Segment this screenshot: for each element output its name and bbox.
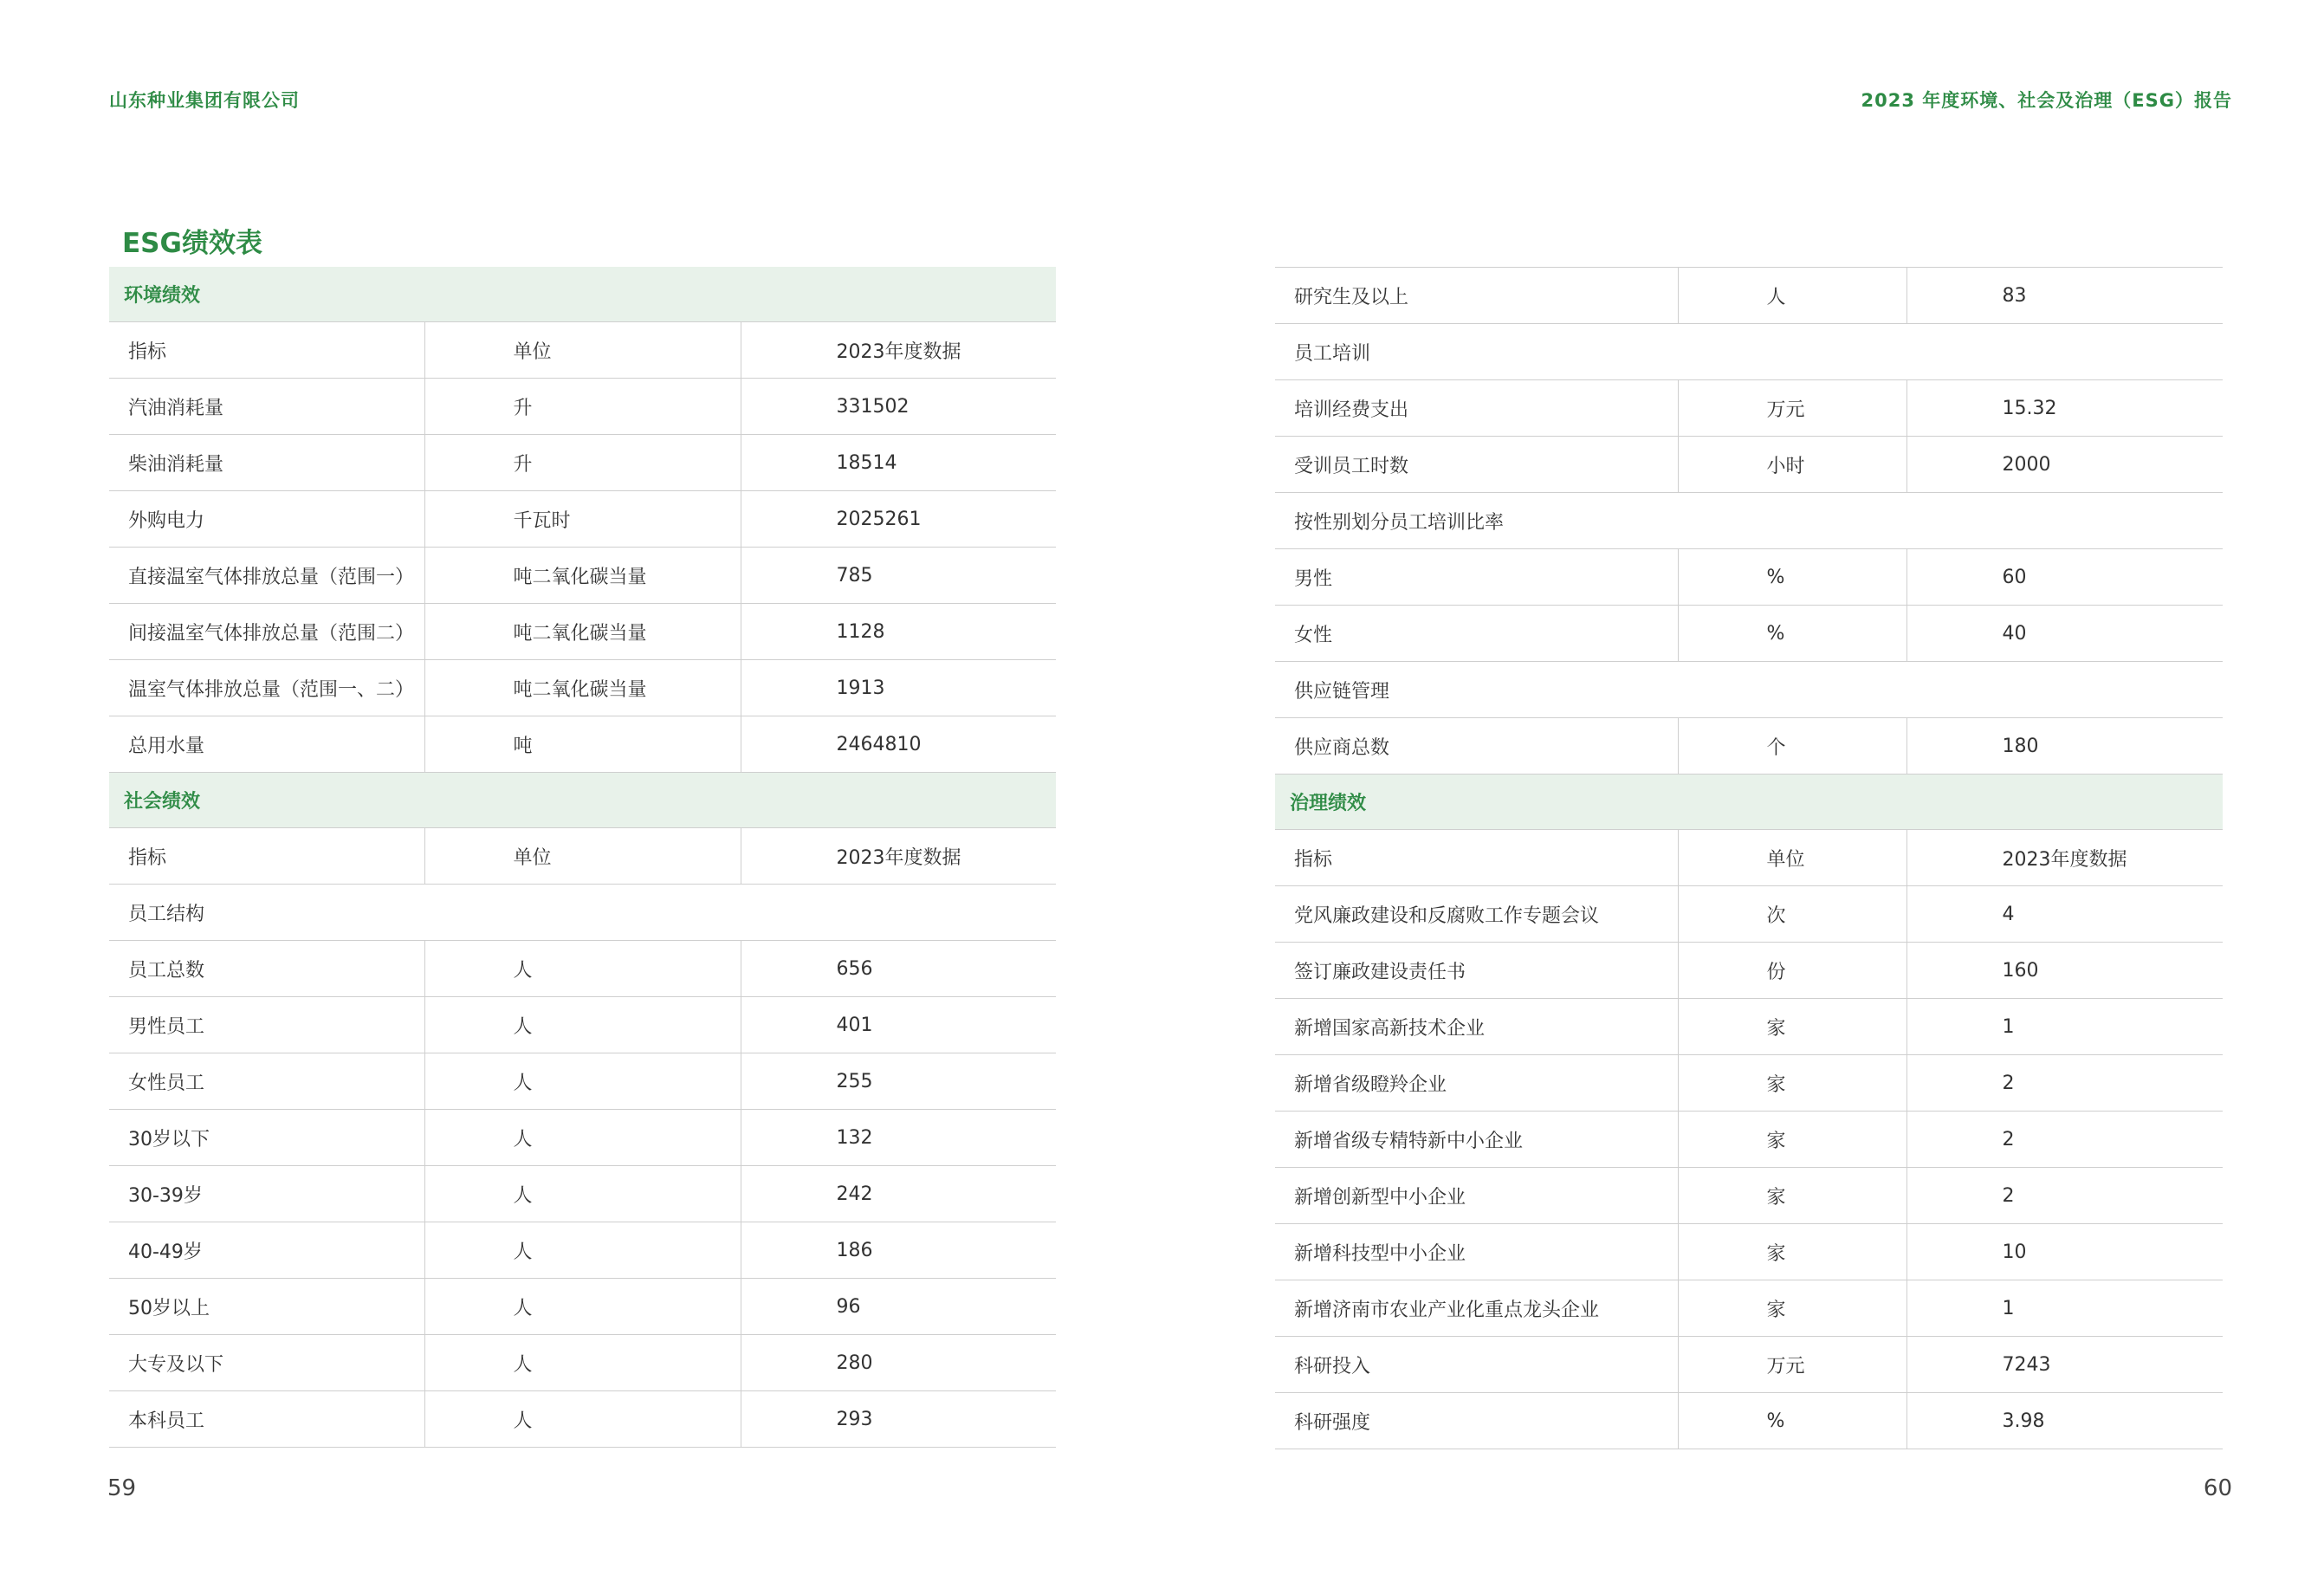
indicator-cell: 指标 — [109, 828, 424, 885]
indicator-cell: 培训经费支出 — [1275, 380, 1678, 437]
unit-cell: 家 — [1678, 1168, 1906, 1224]
indicator-cell: 员工总数 — [109, 941, 424, 997]
indicator-cell: 女性 — [1275, 606, 1678, 662]
unit-cell: 家 — [1678, 1112, 1906, 1168]
table-row — [1275, 1112, 2223, 1168]
indicator-cell: 指标 — [109, 322, 424, 379]
value-cell: 2 — [1906, 1112, 2223, 1168]
indicator-cell: 新增国家高新技术企业 — [1275, 999, 1678, 1055]
column-header-row — [109, 828, 1056, 885]
unit-cell: 个 — [1678, 718, 1906, 775]
value-cell: 2 — [1906, 1055, 2223, 1112]
indicator-cell: 总用水量 — [109, 716, 424, 773]
category-label: 供应链管理 — [1275, 662, 2223, 718]
unit-cell: 人 — [424, 941, 741, 997]
value-cell: 280 — [741, 1335, 1056, 1391]
unit-cell: % — [1678, 606, 1906, 662]
unit-cell: 单位 — [424, 322, 741, 379]
page-number-right: 60 — [2203, 1475, 2232, 1501]
table-row — [1275, 606, 2223, 662]
table-row — [1275, 943, 2223, 999]
column-header-row — [109, 322, 1056, 379]
category-row — [1275, 324, 2223, 380]
section-header-label: 治理绩效 — [1275, 775, 2223, 830]
unit-cell: 人 — [424, 1391, 741, 1448]
unit-cell: % — [1678, 549, 1906, 606]
indicator-cell: 本科员工 — [109, 1391, 424, 1448]
value-cell: 255 — [741, 1053, 1056, 1110]
unit-cell: 万元 — [1678, 1337, 1906, 1393]
unit-cell: 吨二氧化碳当量 — [424, 604, 741, 660]
table-row — [109, 1391, 1056, 1448]
value-cell: 7243 — [1906, 1337, 2223, 1393]
value-cell: 242 — [741, 1166, 1056, 1222]
unit-cell: 吨二氧化碳当量 — [424, 660, 741, 716]
unit-cell: 家 — [1678, 1280, 1906, 1337]
indicator-cell: 50岁以上 — [109, 1279, 424, 1335]
table-row — [109, 1279, 1056, 1335]
table-row — [109, 1110, 1056, 1166]
indicator-cell: 供应商总数 — [1275, 718, 1678, 775]
indicator-cell: 外购电力 — [109, 491, 424, 548]
table-row — [1275, 1280, 2223, 1337]
value-cell: 2023年度数据 — [741, 828, 1056, 885]
unit-cell: 人 — [1678, 268, 1906, 324]
section-header-environment — [109, 267, 1056, 322]
table-row — [1275, 1224, 2223, 1280]
indicator-cell: 大专及以下 — [109, 1335, 424, 1391]
value-cell: 293 — [741, 1391, 1056, 1448]
value-cell: 83 — [1906, 268, 2223, 324]
unit-cell: 单位 — [424, 828, 741, 885]
report-title: 2023 年度环境、社会及治理（ESG）报告 — [1861, 90, 2232, 111]
indicator-cell: 男性员工 — [109, 997, 424, 1053]
value-cell: 1 — [1906, 999, 2223, 1055]
value-cell: 401 — [741, 997, 1056, 1053]
value-cell: 186 — [741, 1222, 1056, 1279]
value-cell: 656 — [741, 941, 1056, 997]
value-cell: 2000 — [1906, 437, 2223, 493]
value-cell: 96 — [741, 1279, 1056, 1335]
table-row — [109, 548, 1056, 604]
category-label: 员工结构 — [109, 885, 1056, 941]
section-title: ESG绩效表 — [122, 228, 262, 259]
esg-table-right — [1275, 267, 2223, 1449]
unit-cell: 份 — [1678, 943, 1906, 999]
value-cell: 2025261 — [741, 491, 1056, 548]
unit-cell: 人 — [424, 1053, 741, 1110]
section-header-social — [109, 773, 1056, 828]
table-row — [109, 435, 1056, 491]
page-number-left: 59 — [107, 1475, 137, 1501]
value-cell: 331502 — [741, 379, 1056, 435]
unit-cell: 吨 — [424, 716, 741, 773]
indicator-cell: 新增省级专精特新中小企业 — [1275, 1112, 1678, 1168]
table-row — [1275, 1168, 2223, 1224]
value-cell: 3.98 — [1906, 1393, 2223, 1449]
indicator-cell: 科研强度 — [1275, 1393, 1678, 1449]
value-cell: 40 — [1906, 606, 2223, 662]
value-cell: 160 — [1906, 943, 2223, 999]
unit-cell: 单位 — [1678, 830, 1906, 886]
value-cell: 2023年度数据 — [1906, 830, 2223, 886]
indicator-cell: 新增济南市农业产业化重点龙头企业 — [1275, 1280, 1678, 1337]
unit-cell: 小时 — [1678, 437, 1906, 493]
table-row — [1275, 718, 2223, 775]
indicator-cell: 40-49岁 — [109, 1222, 424, 1279]
section-header-label: 环境绩效 — [109, 267, 1056, 322]
table-row — [1275, 437, 2223, 493]
table-row — [109, 379, 1056, 435]
indicator-cell: 新增科技型中小企业 — [1275, 1224, 1678, 1280]
unit-cell: 人 — [424, 997, 741, 1053]
indicator-cell: 签订廉政建设责任书 — [1275, 943, 1678, 999]
unit-cell: 家 — [1678, 1055, 1906, 1112]
unit-cell: 人 — [424, 1335, 741, 1391]
value-cell: 1 — [1906, 1280, 2223, 1337]
column-header-row — [1275, 830, 2223, 886]
table-row — [109, 941, 1056, 997]
value-cell: 785 — [741, 548, 1056, 604]
indicator-cell: 柴油消耗量 — [109, 435, 424, 491]
unit-cell: 吨二氧化碳当量 — [424, 548, 741, 604]
indicator-cell: 受训员工时数 — [1275, 437, 1678, 493]
indicator-cell: 温室气体排放总量（范围一、二） — [109, 660, 424, 716]
unit-cell: 人 — [424, 1279, 741, 1335]
category-row — [1275, 662, 2223, 718]
indicator-cell: 研究生及以上 — [1275, 268, 1678, 324]
value-cell: 60 — [1906, 549, 2223, 606]
indicator-cell: 男性 — [1275, 549, 1678, 606]
table-row — [1275, 1055, 2223, 1112]
indicator-cell: 新增省级瞪羚企业 — [1275, 1055, 1678, 1112]
unit-cell: 升 — [424, 435, 741, 491]
table-row — [109, 716, 1056, 773]
category-label: 按性别划分员工培训比率 — [1275, 493, 2223, 549]
value-cell: 10 — [1906, 1224, 2223, 1280]
indicator-cell: 女性员工 — [109, 1053, 424, 1110]
value-cell: 1128 — [741, 604, 1056, 660]
indicator-cell: 科研投入 — [1275, 1337, 1678, 1393]
indicator-cell: 汽油消耗量 — [109, 379, 424, 435]
unit-cell: 家 — [1678, 999, 1906, 1055]
company-name: 山东种业集团有限公司 — [109, 90, 300, 111]
indicator-cell: 新增创新型中小企业 — [1275, 1168, 1678, 1224]
unit-cell: 家 — [1678, 1224, 1906, 1280]
value-cell: 2464810 — [741, 716, 1056, 773]
table-row — [109, 1053, 1056, 1110]
table-row — [1275, 268, 2223, 324]
table-row — [109, 660, 1056, 716]
indicator-cell: 30-39岁 — [109, 1166, 424, 1222]
indicator-cell: 指标 — [1275, 830, 1678, 886]
table-row — [109, 997, 1056, 1053]
unit-cell: 人 — [424, 1110, 741, 1166]
value-cell: 132 — [741, 1110, 1056, 1166]
indicator-cell: 党风廉政建设和反腐败工作专题会议 — [1275, 886, 1678, 943]
value-cell: 18514 — [741, 435, 1056, 491]
unit-cell: 万元 — [1678, 380, 1906, 437]
unit-cell: % — [1678, 1393, 1906, 1449]
table-row — [109, 1166, 1056, 1222]
section-header-label: 社会绩效 — [109, 773, 1056, 828]
unit-cell: 人 — [424, 1166, 741, 1222]
table-row — [1275, 886, 2223, 943]
table-row — [109, 491, 1056, 548]
value-cell: 15.32 — [1906, 380, 2223, 437]
value-cell: 4 — [1906, 886, 2223, 943]
table-row — [109, 1335, 1056, 1391]
indicator-cell: 间接温室气体排放总量（范围二） — [109, 604, 424, 660]
category-label: 员工培训 — [1275, 324, 2223, 380]
esg-table-left — [109, 267, 1056, 1448]
table-row — [1275, 999, 2223, 1055]
table-row — [1275, 549, 2223, 606]
unit-cell: 千瓦时 — [424, 491, 741, 548]
unit-cell: 次 — [1678, 886, 1906, 943]
table-row — [1275, 1393, 2223, 1449]
value-cell: 180 — [1906, 718, 2223, 775]
unit-cell: 升 — [424, 379, 741, 435]
indicator-cell: 直接温室气体排放总量（范围一） — [109, 548, 424, 604]
value-cell: 1913 — [741, 660, 1056, 716]
category-row — [109, 885, 1056, 941]
table-row — [109, 604, 1056, 660]
value-cell: 2 — [1906, 1168, 2223, 1224]
unit-cell: 人 — [424, 1222, 741, 1279]
section-header-governance — [1275, 775, 2223, 830]
table-row — [109, 1222, 1056, 1279]
table-row — [1275, 1337, 2223, 1393]
value-cell: 2023年度数据 — [741, 322, 1056, 379]
table-row — [1275, 380, 2223, 437]
category-row — [1275, 493, 2223, 549]
indicator-cell: 30岁以下 — [109, 1110, 424, 1166]
